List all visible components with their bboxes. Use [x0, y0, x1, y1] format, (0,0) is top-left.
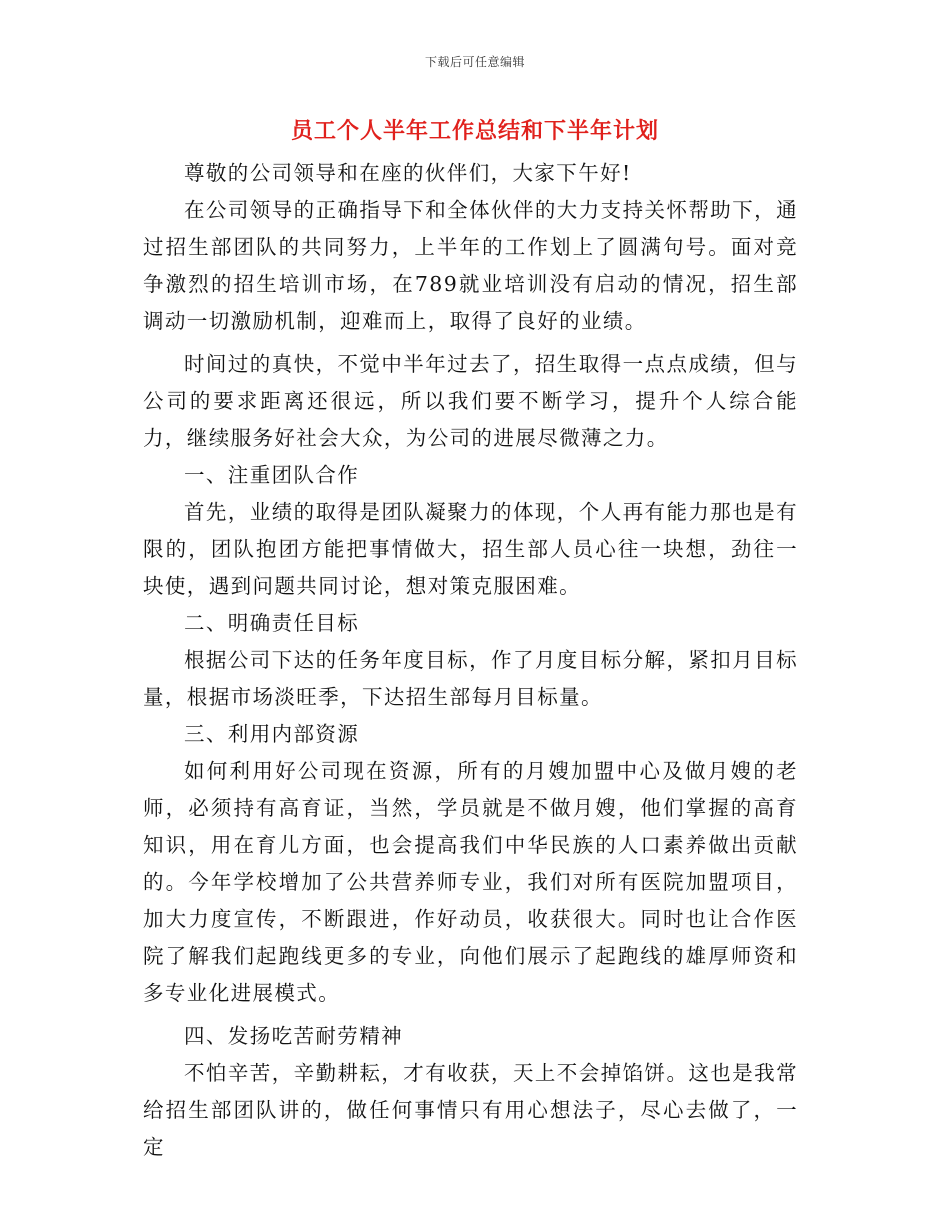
section-heading-resources: 三、利用内部资源: [184, 722, 360, 746]
document-body: [143, 155, 798, 1166]
section-heading-teamwork: 一、注重团队合作: [184, 463, 360, 487]
teamwork-paragraph: 首先，业绩的取得是团队凝聚力的体现，个人再有能力那也是有限的，团队抱团方能把事情做大，招生部人员心往一块想，劲往一块使，遇到问题共同讨论，想对策克服困难。: [143, 500, 798, 598]
resources-paragraph: 如何利用好公司现在资源，所有的月嫂加盟中心及做月嫂的老师，必须持有高育证，当然，学员就是不做月嫂，他们掌握的高育知识，用在育儿方面，也会提高我们中华民族的人口素养做出贡献的。今年学校增加了公共营养师专业，我们对所有医院加盟项目，加大力度宣传，不断跟进，作好动员，收获很大。同时也让合作医院了解我们起跑线更多的专业，向他们展示了起跑线的雄厚师资和多专业化进展模式。: [143, 759, 798, 1005]
document-title: 员工个人半年工作总结和下半年计划: [290, 119, 659, 144]
hardwork-paragraph: 不怕辛苦，辛勤耕耘，才有收获，天上不会掉馅饼。这也是我常给招生部团队讲的，做任何事情只有用心想法子，尽心去做了，一定: [143, 1061, 798, 1159]
intro-paragraph: 在公司领导的正确指导下和全体伙伴的大力支持关怀帮助下，通过招生部团队的共同努力，上半年的工作划上了圆满句号。面对竞争激烈的招生培训市场，在789就业培训没有启动的情况，招生部调动一切激励机制，迎难而上，取得了良好的业绩。: [143, 198, 798, 333]
summary-paragraph: 时间过的真快，不觉中半年过去了，招生取得一点点成绩，但与公司的要求距离还很远，所以我们要不断学习，提升个人综合能力，继续服务好社会大众，为公司的进展尽微薄之力。: [143, 352, 798, 450]
goals-paragraph: 根据公司下达的任务年度目标，作了月度目标分解，紧扣月目标量，根据市场淡旺季，下达招生部每月目标量。: [143, 648, 798, 709]
section-heading-goals: 二、明确责任目标: [184, 611, 360, 635]
greeting-paragraph: 尊敬的公司领导和在座的伙伴们，大家下午好!: [184, 161, 632, 185]
section-heading-hardwork: 四、发扬吃苦耐劳精神: [184, 1024, 403, 1048]
header-note: 下载后可任意编辑: [424, 55, 525, 69]
